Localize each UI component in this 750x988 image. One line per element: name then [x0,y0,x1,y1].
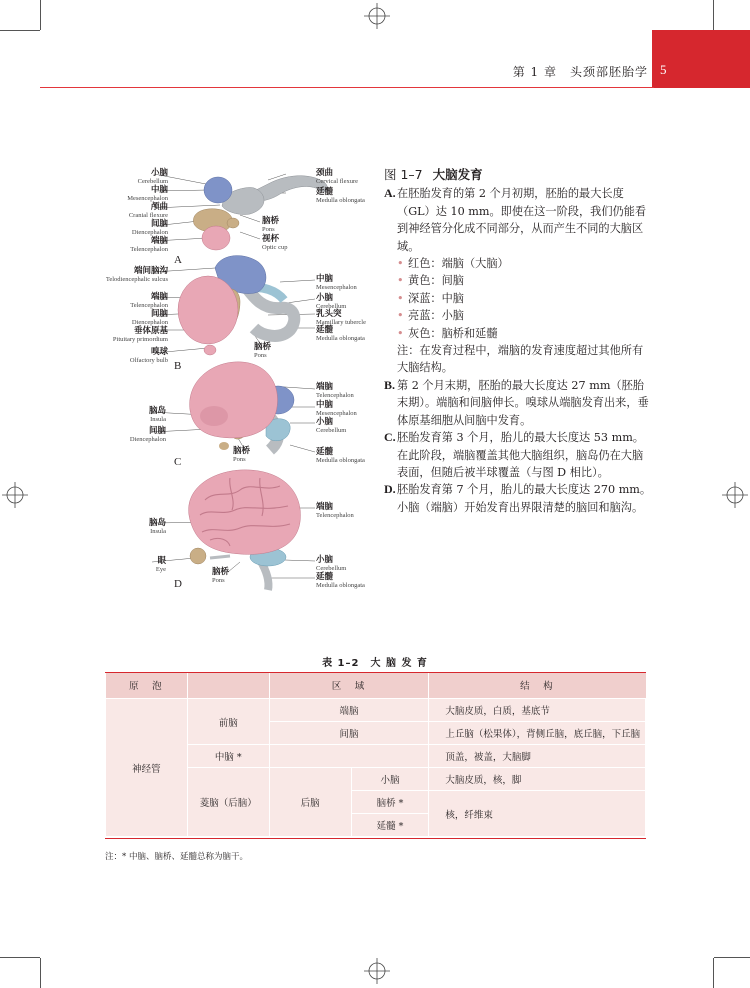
table-bottom-rule [105,838,646,839]
brain-panel-b [178,256,294,355]
cell-cerebellum: 小脑 [351,768,429,791]
label-cranial-flexure: 颅曲 Cranial flexure [128,202,168,219]
paragraph-d: D. 胚胎发育第 7 个月，胎儿的最大长度达 270 mm。小脑（端脑）开始发育出界限清楚的脑回和脑沟。 [384,482,652,514]
label-insula: 脑岛 Insula [148,518,166,535]
cell-medulla: 延髓 * [351,814,429,837]
panel-label: C [174,456,182,468]
list-item: • 亮蓝：小脑 [384,307,654,324]
paragraph-b: B. 第 2 个月末期，胚胎的最大长度达 27 mm（胚胎末期）。端脑和间脑伸长。嗅球从端脑发育出来，垂体原基细胞从间脑中发育。 [384,377,649,427]
label-olfactory-bulb: 嗅球 Olfactory bulb [129,347,168,364]
label-cerebellum: 小脑 Cerebellum [316,417,347,434]
chapter-tab [652,30,750,88]
label-telodiencephalic-sulcus: 端间脑沟 Telodiencephalic sulcus [105,266,168,283]
table-caption: 表 1–2 大 脑 发 育 [322,658,428,669]
label-diencephalon: 间脑 Diencephalon [131,219,168,236]
registration-mark [364,3,390,29]
label-mamillary-tubercle: 乳头突 Mamillary tubercle [316,309,366,326]
figure-title: 图 1–7 大脑发育 [384,167,483,182]
label-medulla-oblongata: 延髓 Medulla oblongata [316,572,365,589]
header-region: 区 域 [269,672,429,699]
cell-forebrain: 前脑 [187,699,269,745]
panel-label: D [174,578,182,590]
label-cerebellum: 小脑 Cerebellum [137,168,168,185]
cell-structure: 顶盖，被盖，大脑脚 [429,745,646,768]
cell-diencephalon: 间脑 [269,722,429,745]
panel-label: A [174,254,182,266]
crop-mark [0,30,40,31]
list-item: • 灰色：脑桥和延髓 [384,325,654,342]
cell-metencephalon: 后脑 [269,768,351,837]
cell-structure: 上丘脑（松果体），背侧丘脑，底丘脑，下丘脑 [429,722,646,745]
header-rule [40,87,654,88]
registration-mark [722,482,748,508]
crop-mark [0,957,40,958]
table-top-rule [105,672,646,673]
label-eye: 眼 Eye [155,556,166,573]
panel-label: B [174,360,182,372]
crop-mark [40,958,41,988]
label-telencephalon: 端脑 Telencephalon [316,382,354,399]
label-medulla-oblongata: 延髓 Medulla oblongata [316,325,365,342]
page-number: 5 [660,62,667,77]
label-pons: 脑桥 Pons [262,216,280,233]
label-diencephalon: 间脑 Diencephalon [131,309,168,326]
label-cerebellum: 小脑 Cerebellum [316,555,347,572]
registration-mark [364,958,390,984]
cell-telencephalon: 端脑 [269,699,429,722]
label-telencephalon: 端脑 Telencephalon [316,502,354,519]
label-telencephalon: 端脑 Telencephalon [130,292,168,309]
label-pons: 脑桥 Pons [254,342,272,359]
label-medulla-oblongata: 延髓 Medulla oblongata [316,187,365,204]
table-row [106,768,646,791]
label-pons: 脑桥 Pons [233,446,251,463]
cell-empty [269,745,429,768]
crop-mark [714,957,750,958]
cell-midbrain: 中脑 * [187,745,269,768]
label-mesencephalon: 中脑 Mesencephalon [316,400,357,417]
brain-development-table [105,672,646,837]
crop-mark [713,958,714,988]
label-pons: 脑桥 Pons [212,567,230,584]
figure-description [384,166,654,516]
label-optic-cup: 视杯 Optic cup [262,234,288,251]
crop-mark [40,0,41,30]
label-mesencephalon: 中脑 Mesencephalon [316,274,357,291]
list-item: • 黄色：间脑 [384,272,654,289]
list-item: • 深蓝：中脑 [384,290,654,307]
header-structure: 结 构 [429,672,646,699]
table-row [106,699,646,722]
cell-pons: 脑桥 * [351,791,429,814]
running-header: 第 1 章 头颈部胚胎学 [512,65,648,79]
cell-neural-tube: 神经管 [106,699,188,837]
label-medulla-oblongata: 延髓 Medulla oblongata [316,447,365,464]
cell-structure: 大脑皮质，核，脚 [429,768,646,791]
label-insula: 脑岛 Insula [148,406,166,423]
brain-panel-c [190,362,294,450]
label-cervical-flexure: 颈曲 Cervical flexure [316,168,359,185]
cell-structure: 大脑皮质，白质，基底节 [429,699,646,722]
brain-panel-a [193,176,327,250]
paragraph-c: C. 胚胎发育第 3 个月，胎儿的最大长度达 53 mm。在此阶段，端脑覆盖其他大脑组织，脑岛仍在大脑表面，但随后被半球覆盖（与图 D 相比）。 [384,430,644,479]
label-diencephalon: 间脑 Diencephalon [129,426,166,443]
table-row [106,745,646,768]
paragraph-a: A. 在胚胎发育的第 2 个月初期，胚胎的最大长度（GL）达 10 mm。即使在这一阶段，我们仍能看到神经管分化成不同部分，从而产生不同的大脑区域。 [384,186,647,253]
brain-panel-d [189,470,301,590]
note: 注：在发育过程中，端脑的发育速度超过其他所有大脑结构。 [397,344,644,375]
label-mesencephalon: 中脑 Mesencephalon [127,185,168,202]
cell-structure: 核，纤维束 [429,791,646,837]
brain-development-figure [90,160,380,600]
header-vesicle: 原 泡 [106,672,188,699]
table-header-row [106,672,646,699]
label-telencephalon: 端脑 Telencephalon [130,236,168,253]
header-blank [187,672,269,699]
label-pituitary-primordium: 垂体原基 Pituitary primordium [112,326,168,343]
registration-mark [2,482,28,508]
table-footnote: 注：* 中脑、脑桥、延髓总称为脑干。 [105,852,248,862]
crop-mark [713,0,714,30]
list-item: • 红色：端脑（大脑） [384,255,654,272]
label-cerebellum: 小脑 Cerebellum [316,293,347,310]
cell-rhombencephalon: 菱脑（后脑） [187,768,269,837]
